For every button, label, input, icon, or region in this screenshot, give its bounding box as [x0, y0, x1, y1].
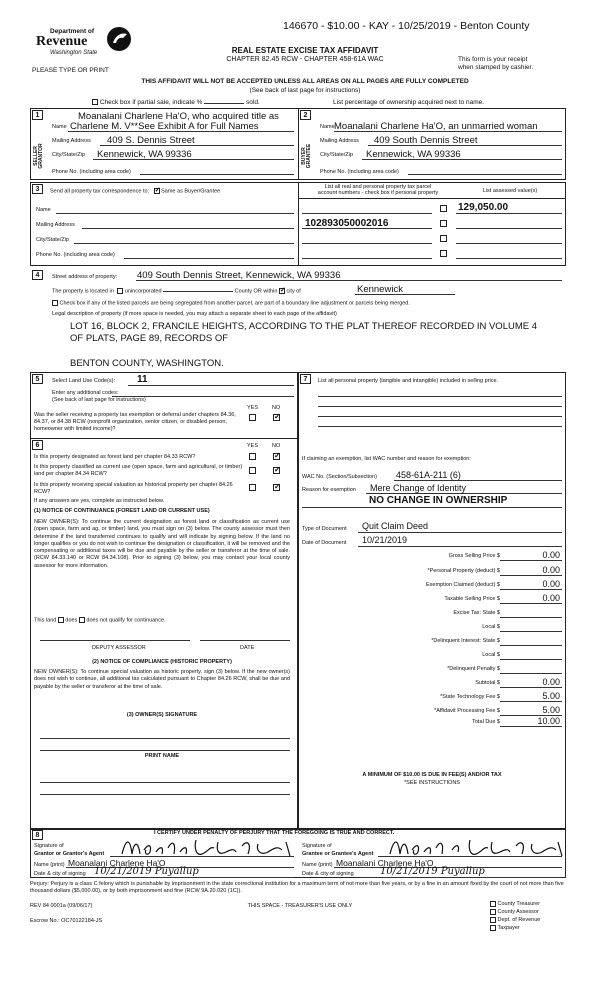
section-1-number: 1	[32, 110, 43, 120]
form-revision: REV 84 0001a (09/06/17)	[30, 903, 93, 909]
correspondence-city-field[interactable]	[74, 243, 294, 244]
notice-continuance-title: (1) NOTICE OF CONTINUANCE (FOREST LAND OR CURRENT USE)	[34, 508, 210, 514]
legal-description-label: Legal description of property (if more space is needed, you may attach a separate sheet to each page of the affidavit)	[52, 311, 337, 317]
grantor-phone-field[interactable]	[140, 174, 294, 175]
instructions-note: (See back of last page for instructions)	[249, 87, 361, 94]
type-or-print-note: PLEASE TYPE OR PRINT	[32, 67, 109, 74]
exemption-reason[interactable]: Mere Change of Identity	[370, 483, 467, 493]
distribution-list: County Treasurer County Assessor Dept. of Revenue Taxpayer	[490, 900, 540, 932]
affidavit-processing-fee[interactable]: 5.00	[542, 705, 560, 715]
section-3-number: 3	[32, 184, 43, 194]
grantee-print-name[interactable]: Moanalani Charlene Ha'O	[336, 858, 434, 868]
dor-logo-icon	[106, 26, 132, 52]
gross-selling-price[interactable]: 0.00	[542, 550, 560, 560]
legal-description-line3[interactable]: BENTON COUNTY, WASHINGTON.	[70, 358, 224, 369]
unincorporated-checkbox[interactable]	[117, 288, 123, 294]
document-date[interactable]: 10/21/2019	[362, 535, 408, 545]
forest-land-question: Is this property designated as forest land per chapter 84.33 RCW?	[34, 454, 196, 460]
print-name-line2[interactable]	[40, 794, 290, 795]
grantee-signature[interactable]	[386, 836, 566, 860]
historic-question: Is this property receiving special valuation as historical property per chapter 84.26 RCW?	[34, 482, 233, 495]
parcel-list-header: List all real and personal property tax parcel account numbers - check box if personal property	[317, 184, 439, 196]
grantor-date-city[interactable]: 10/21/2019 Puyallup	[94, 866, 199, 877]
taxpayer-checkbox[interactable]	[490, 925, 496, 931]
deputy-date[interactable]	[200, 640, 290, 641]
notice-continuance-text: NEW OWNER(S): To continue the current designation as forest land or classification as current use (open space, farm and ag, or timber) land, you must sign on (3) below. The county assessor must then determine if the land transferred continues to qualify and will indicate by signing below. If the land no longer qualifies or you do not wish to continue the designation or classification, it will be removed and the compensating or additional taxes will be due and payable by the seller or transferor at the time of sale. (RCW 84.33.140 or RCW 84.34.108). Prior to signing (3) below, you may contact your local county assessor for more information.	[34, 519, 290, 569]
parcel-3-personal-checkbox[interactable]	[440, 235, 447, 242]
legal-description-line1[interactable]: LOT 16, BLOCK 2, FRANCILE HEIGHTS, ACCORDING TO THE PLAT THEREOF RECORDED IN VOLUME 4	[70, 321, 538, 332]
partial-sale-checkbox[interactable]	[92, 99, 98, 105]
personal-property-line2[interactable]	[318, 406, 562, 407]
land-use-code[interactable]: 11	[137, 374, 148, 385]
ownership-note: List percentage of ownership acquired next to name.	[333, 99, 485, 106]
affidavit-page: 146670 - $10.00 - KAY - 10/25/2019 - Benton County Department of Revenue Washington State PLEASE TYPE OR PRINT REAL ESTATE EXCISE TAX AFFIDAVIT CHAPTER 82.45 RCW - CHAPTER 458-61A WAC This form is your receipt when stamped by cashier. THIS AFFIDAVIT WILL NOT BE ACCEPTED UNLESS ALL AREAS ON ALL PAGES ARE FULLY COMPLETED (See back of last page for instructions) Check box if partial sale, indicate % sold. List percentage of ownership acquired next to name. 1 2 SELLER GRANTOR BUYER GRANTEE Moanalani Charlene Ha'O, who acquired title as Name Charlene M. V**See Exhibit A for Full Names Mailing Address 409 S. Dennis Street City/State/Zip Kennewick, WA 99336 Phone No. (including area code) Name Moanalani Charlene Ha'O, an unmarried woman Mailing Address 409 South Dennis Street City/State/Zip Kennewick, WA 99336 Phone No. (including area code) 3 Send all property tax correspondence to: ✓ Same as Buyer/Grantee List all real and personal property tax parcel account numbers - check box if personal property List assessed value(s) Name Mailing Address City/State/Zip Phone No. (including area code) 129,050.00 102893050002016 4 Street address of property: 409 South Dennis Street, Kennewick, WA 99336 The property is located in unincorporated County OR within ✓ city of Kennewick Check box if any of the listed parcels are being segregated from another parcel, are part of a boundary line adjustment or parcels being merged. Legal description of property (if more space is needed, you may attach a separate sheet to each page of the affidavit) LOT 16, BLOCK 2, FRANCILE HEIGHTS, ACCORDING TO THE PLAT THEREOF RECORDED IN VOLUME 4 OF PLATS, PAGE 89, RECORDS OF BENTON COUNTY, WASHINGTON. 5 Select Land Use Code(s): 11 Enter any additional codes: (See back of last page for instructions) YES NO Was the seller receiving a property tax exemption or deferral under chapters 84.36, 84.37, or 84.38 RCW (nonprofit organization, senior citizen, or disabled person, homeowner with limited income)? ✓ 6 YES NO Is this property designated as forest land per chapter 84.33 RCW? ✓ Is this property classified as current use (open space, farm and agricultural, or timber) land per chapter 84.34 RCW? ✓ Is this property receiving special valuation as historical property per chapter 84.26 RCW? ✓ If any answers are yes, complete as instructed below. (1) NOTICE OF CONTINUANCE (FOREST LAND OR CURRENT USE) NEW OWNER(S): To continue the current designation as forest land or classification as current use (open space, farm and ag, or timber) land, you must sign on (3) below. The county assessor must then determine if the land transferred continues to qualify and will indicate by signing below. If the land no longer qualifies or you do not wish to continue the designation or classification, it will be removed and the compensating or additional taxes will be due and payable by the seller or transferor at the time of sale. (RCW 84.33.140 or RCW 84.34.108). Prior to signing (3) below, you may contact your local county assessor for more information. This land does does not qualify for continuance. DEPUTY ASSESSOR DATE (2) NOTICE OF COMPLIANCE (HISTORIC PROPERTY) NEW OWNER(S): To continue special valuation as historic property, sign (3) below. If the new owner(s) does not wish to continue, all additional tax calculated pursuant to Chapter 84.26 RCW, shall be due and payable by the seller or transferor at the time of sale. (3) OWNER(S) SIGNATURE PRINT NAME 7 List all personal property (tangible and intangible) included in selling price. If claiming an exemption, list WAC number and reason for exemption: WAC No. (Section/Subsection) 458-61A-211 (6) Reason for exemption Mere Change of Identity NO CHANGE IN OWNERSHIP Type of Document Quit Claim Deed Date of Document 10/21/2019 Gross Selling Price $ 0.00 *Personal Property (deduct) $ 0.00 Exemption Claimed (deduct) $ 0.00 Taxable Selling Price $ 0.00 Excise Tax: State $ Local $ *Delinquent Interest: State $ Local $ *Delinquent Penalty $ Subtotal $ 0.00 *State Technology Fee $ 5.00 *Affidavit Processing Fee $ 5.00 Total Due $ 10.00 A MINIMUM OF $10.00 IS DUE IN FEE(S) AND/OR TAX *SEE INSTRUCTIONS 8 I CERTIFY UNDER PENALTY OF PERJURY THAT THE FOREGOING IS TRUE AND CORRECT. Signature of Grantor or Grantor's Agent Name (print) Moanalani Charlene Ha'O Date & city of signing 10/21/2019 Puyallup Signature of Grantee or Grantee's Agent Name (print) Moanalani Charlene Ha'O Date & city of signing 10/21/2019 Puyallup Perjury: Perjury is a class C felony which is punishable by imprisonment in the state correctional institution for a maximum term of not more than five years, or by a fine in an amount fixed by the court of not more than five thousand dollars ($5,000.00), or by both imprisonment and fine (RCW 9A.20.020 (1C)). REV 84 0001a (09/06/17) THIS SPACE - TREASURER'S USE ONLY Escrow No.: OC70122184-JS County Treasurer County Assessor Dept. of Revenue Taxpayer	[0, 0, 600, 988]
deputy-assessor-signature[interactable]	[40, 640, 190, 641]
personal-property-line3[interactable]	[318, 416, 562, 417]
segregation-row: Check box if any of the listed parcels are being segregated from another parcel, are part of a boundary line adjustment or parcels being merged.	[52, 300, 410, 306]
personal-property-line4[interactable]	[318, 426, 562, 427]
form-title: REAL ESTATE EXCISE TAX AFFIDAVIT	[231, 46, 379, 55]
legal-description-line2[interactable]: OF PLATS, PAGE 89, RECORDS OF	[70, 333, 229, 344]
parcel-4-personal-checkbox[interactable]	[440, 250, 447, 257]
state-technology-fee[interactable]: 5.00	[542, 691, 560, 701]
grantee-city[interactable]: Kennewick, WA 99336	[366, 149, 461, 160]
property-city[interactable]: Kennewick	[357, 284, 403, 295]
notice-compliance-title: (2) NOTICE OF COMPLIANCE (HISTORIC PROPERTY)	[92, 659, 232, 665]
grantor-name[interactable]: Charlene M. V**See Exhibit A for Full Names	[70, 121, 259, 132]
warning-banner: THIS AFFIDAVIT WILL NOT BE ACCEPTED UNLESS ALL AREAS ON ALL PAGES ARE FULLY COMPLETED	[141, 78, 469, 85]
partial-sale-row: Check box if partial sale, indicate % sold.	[92, 99, 260, 106]
form-subtitle: CHAPTER 82.45 RCW - CHAPTER 458-61A WAC	[226, 56, 384, 63]
personal-property-line1[interactable]	[318, 396, 562, 397]
receipt-note: This form is your receipt when stamped by cashier.	[458, 56, 534, 71]
county-assessor-checkbox[interactable]	[490, 909, 496, 915]
grantor-signature[interactable]	[118, 836, 298, 860]
section-5-6-box	[30, 372, 298, 830]
document-type[interactable]: Quit Claim Deed	[362, 521, 429, 531]
exemption-claimed[interactable]: 0.00	[542, 579, 560, 589]
s6-q3-yes-checkbox[interactable]	[249, 484, 256, 491]
taxable-selling-price[interactable]: 0.00	[542, 593, 560, 603]
parcel-2-personal-checkbox[interactable]	[440, 220, 447, 227]
send-correspondence-row: Send all property tax correspondence to: ✓ Same as Buyer/Grantee	[50, 188, 220, 194]
notice-compliance-text: NEW OWNER(S): To continue special valuation as historic property, sign (3) below. If the new owner(s) does not wish to continue, all additional tax calculated pursuant to Chapter 84.26 RCW, shall be due and payable by the seller or transferor at the time of sale.	[34, 669, 290, 690]
section-8-number: 8	[32, 830, 43, 840]
same-as-buyer-checkbox[interactable]	[154, 188, 160, 194]
dept-revenue-checkbox[interactable]	[490, 917, 496, 923]
print-name-line1[interactable]	[40, 782, 290, 783]
certification-statement: I CERTIFY UNDER PENALTY OF PERJURY THAT THE FOREGOING IS TRUE AND CORRECT.	[154, 830, 395, 836]
section-5-number: 5	[32, 374, 43, 384]
qualify-row: This land does does not qualify for continuance.	[34, 617, 166, 624]
subtotal[interactable]: 0.00	[542, 677, 560, 687]
perjury-notice: Perjury: Perjury is a class C felony which is punishable by imprisonment in the state correctional institution for a maximum term of not more than five years, or by a fine in an amount fixed by the court of not more than five thousand dollars ($5,000.00), or by both imprisonment and fine (RCW 9A.20.020 (1C)).	[30, 881, 564, 894]
wac-number[interactable]: 458-61A-211 (6)	[396, 470, 461, 480]
parcel-1-personal-checkbox[interactable]	[440, 205, 447, 212]
correspondence-mail-field[interactable]	[82, 228, 294, 229]
total-due[interactable]: 10.00	[537, 716, 560, 726]
s5-q1-yes-checkbox[interactable]	[249, 414, 256, 421]
exemption-reason-line2[interactable]: NO CHANGE IN OWNERSHIP	[369, 495, 508, 506]
see-instructions-note: *SEE INSTRUCTIONS	[404, 780, 460, 786]
owner-signature-line1[interactable]	[40, 738, 290, 739]
within-city-checkbox[interactable]	[279, 288, 285, 294]
grantor-mailing-address[interactable]: 409 S. Dennis Street	[107, 135, 195, 146]
treasurer-use-note: THIS SPACE - TREASURER'S USE ONLY	[247, 903, 353, 909]
section-4-number: 4	[32, 270, 43, 280]
grantor-city[interactable]: Kennewick, WA 99336	[97, 149, 192, 160]
grantee-name[interactable]: Moanalani Charlene Ha'O, an unmarried woman	[334, 121, 538, 132]
correspondence-name-field[interactable]	[56, 213, 294, 214]
grantee-mailing-address[interactable]: 409 South Dennis Street	[374, 135, 478, 146]
grantee-date-city[interactable]: 10/21/2019 Puyallup	[380, 866, 485, 877]
does-qualify-checkbox[interactable]	[58, 617, 64, 623]
s5-q1-no-checkbox[interactable]	[273, 414, 280, 421]
print-name-label: PRINT NAME	[144, 753, 180, 759]
s6-q1-yes-checkbox[interactable]	[249, 453, 256, 460]
section-6-number: 6	[32, 440, 43, 450]
current-use-question: Is this property classified as current use (open space, farm and agricultural, or timber) land per chapter 84.34 RCW?	[34, 464, 243, 477]
parcel-number-1[interactable]: 102893050002016	[305, 218, 389, 229]
does-not-qualify-checkbox[interactable]	[79, 617, 85, 623]
section-7-number: 7	[300, 374, 311, 384]
segregation-checkbox[interactable]	[52, 300, 58, 306]
s6-q1-no-checkbox[interactable]	[273, 453, 280, 460]
minimum-due-note: A MINIMUM OF $10.00 IS DUE IN FEE(S) AND/OR TAX	[362, 772, 502, 778]
grantor-name-line1: Moanalani Charlene Ha'O, who acquired title as	[78, 111, 279, 122]
s6-q2-yes-checkbox[interactable]	[249, 467, 256, 474]
section-2-number: 2	[300, 110, 311, 120]
escrow-number: Escrow No.: OC70122184-JS	[30, 918, 103, 924]
county-treasurer-checkbox[interactable]	[490, 901, 496, 907]
recording-stamp: 146670 - $10.00 - KAY - 10/25/2019 - Benton County	[283, 20, 530, 32]
property-street-address[interactable]: 409 South Dennis Street, Kennewick, WA 99336	[137, 270, 341, 281]
s6-q2-no-checkbox[interactable]	[273, 467, 280, 474]
exemption-deferral-question: Was the seller receiving a property tax exemption or deferral under chapters 84.36, 84.37, or 84.38 RCW (nonprofit organization, senior citizen, or disabled person, homeowner with limited income)?	[34, 412, 236, 432]
personal-property-deduct[interactable]: 0.00	[542, 565, 560, 575]
seller-grantor-label: SELLER GRANTOR	[33, 143, 44, 169]
buyer-grantee-label: BUYER GRANTEE	[301, 143, 312, 169]
dor-logo: Department of Revenue Washington State	[36, 24, 136, 64]
grantor-print-name[interactable]: Moanalani Charlene Ha'O	[68, 858, 166, 868]
owner-signature-line2[interactable]	[40, 750, 290, 751]
grantee-phone-field[interactable]	[408, 174, 562, 175]
correspondence-phone-field[interactable]	[124, 258, 294, 259]
s6-q3-no-checkbox[interactable]	[273, 484, 280, 491]
owner-signature-label: (3) OWNER(S) SIGNATURE	[126, 712, 198, 718]
property-location-row: The property is located in unincorporated County OR within ✓ city of	[52, 288, 301, 294]
assessed-value-1[interactable]: 129,050.00	[458, 202, 509, 213]
assessed-header: List assessed value(s)	[482, 188, 538, 194]
